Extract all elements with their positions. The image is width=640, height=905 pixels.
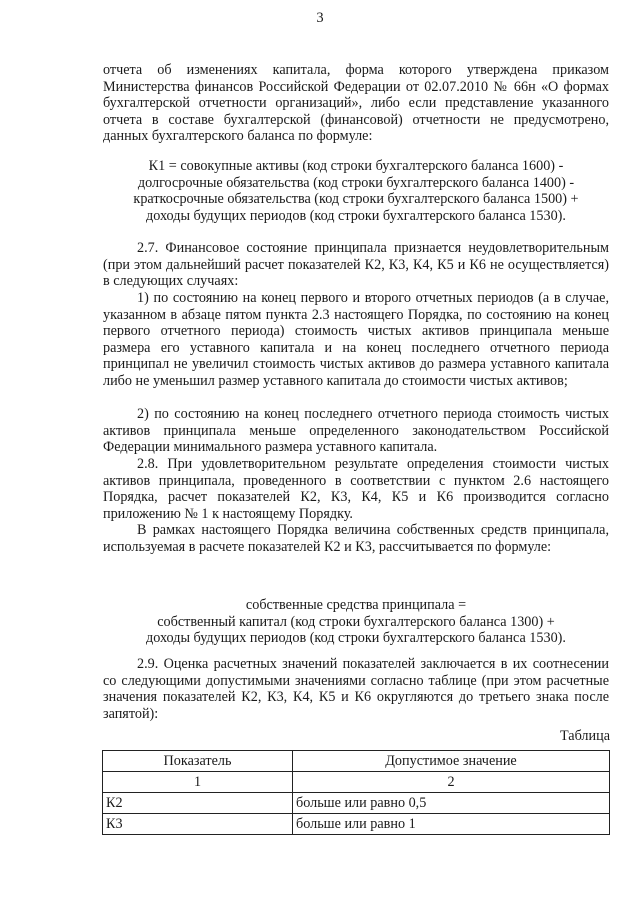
column-header-indicator: Показатель [103, 751, 293, 772]
formula-own-funds [103, 597, 609, 647]
formula-k1 [103, 158, 609, 224]
formula-line: долгосрочные обязательства (код строки бухгалтерского баланса 1400) - [137, 174, 575, 191]
paragraph-2-7-item-1: 1) по состоянию на конец первого и второго отчетных периодов (а в случае, указанном в абзаце пятом пункта 2.3 настоящего Порядка, по состоянию на конец первого отчетного периода) стоимость чистых активов принципала меньше размера его уставного капитала и на конец последнего отчетного периода принципал не увеличил стоимость чистых активов до размера уставного капитала либо не уменьшил размер уставного капитала до стоимости чистых активов; [103, 290, 609, 389]
page-number: 3 [316, 10, 324, 26]
indicator-cell: К3 [103, 814, 293, 835]
column-number: 1 [103, 772, 293, 793]
indicator-cell: К2 [103, 793, 293, 814]
paragraph-own-funds: В рамках настоящего Порядка величина собственных средств принципала, используемая в расчете показателей К2 и К3, рассчитывается по формуле: [103, 522, 609, 555]
table-row [103, 793, 610, 814]
table-caption: Таблица [559, 728, 610, 744]
formula-line: собственный капитал (код строки бухгалтерского баланса 1300) + [157, 613, 555, 630]
table-row [103, 814, 610, 835]
paragraph-2-8: 2.8. При удовлетворительном результате определения стоимости чистых активов принципала, проведенного в соответствии с пунктом 2.6 настоящего Порядка, расчет показателей К2, К3, К4, К5 и К6 производится согласно приложению № 1 к настоящему Порядку. [103, 456, 609, 522]
indicators-table [102, 750, 610, 835]
paragraph-2-7: 2.7. Финансовое состояние принципала признается неудовлетворительным (при этом дальнейший расчет показателей К2, К3, К4, К5 и К6 не осуществляется) в следующих случаях: [103, 240, 609, 290]
paragraph-2-9: 2.9. Оценка расчетных значений показателей заключается в их соотнесении со следующими допустимыми значениями согласно таблице (при этом расчетные значения показателей К2, К3, К4, К5 и К6 округляются до третьего знака после запятой): [103, 656, 609, 722]
paragraph-2-7-item-2: 2) по состоянию на конец последнего отчетного периода стоимость чистых активов принципала меньше определенного законодательством Российской Федерации минимального размера уставного капитала. [103, 406, 609, 456]
paragraph-intro: отчета об изменениях капитала, форма которого утверждена приказом Министерства финансов Российской Федерации от 02.07.2010 № 66н «О формах бухгалтерской отчетности организаций», либо если представление указанного отчета в составе бухгалтерской (финансовой) отчетности не предусмотрено, данных бухгалтерского баланса по формуле: [103, 62, 609, 145]
formula-line: собственные средства принципала = [245, 597, 467, 613]
formula-line: доходы будущих периодов (код строки бухгалтерского баланса 1530). [146, 630, 566, 647]
formula-line: К1 = совокупные активы (код строки бухгалтерского баланса 1600) - [148, 158, 564, 174]
value-cell: больше или равно 1 [293, 814, 610, 835]
table-header-row [103, 751, 610, 772]
formula-line: краткосрочные обязательства (код строки бухгалтерского баланса 1500) + [133, 191, 579, 208]
formula-line: доходы будущих периодов (код строки бухгалтерского баланса 1530). [146, 207, 566, 224]
table-numbering-row [103, 772, 610, 793]
column-header-allowed-value: Допустимое значение [293, 751, 610, 772]
column-number: 2 [293, 772, 610, 793]
value-cell: больше или равно 0,5 [293, 793, 610, 814]
